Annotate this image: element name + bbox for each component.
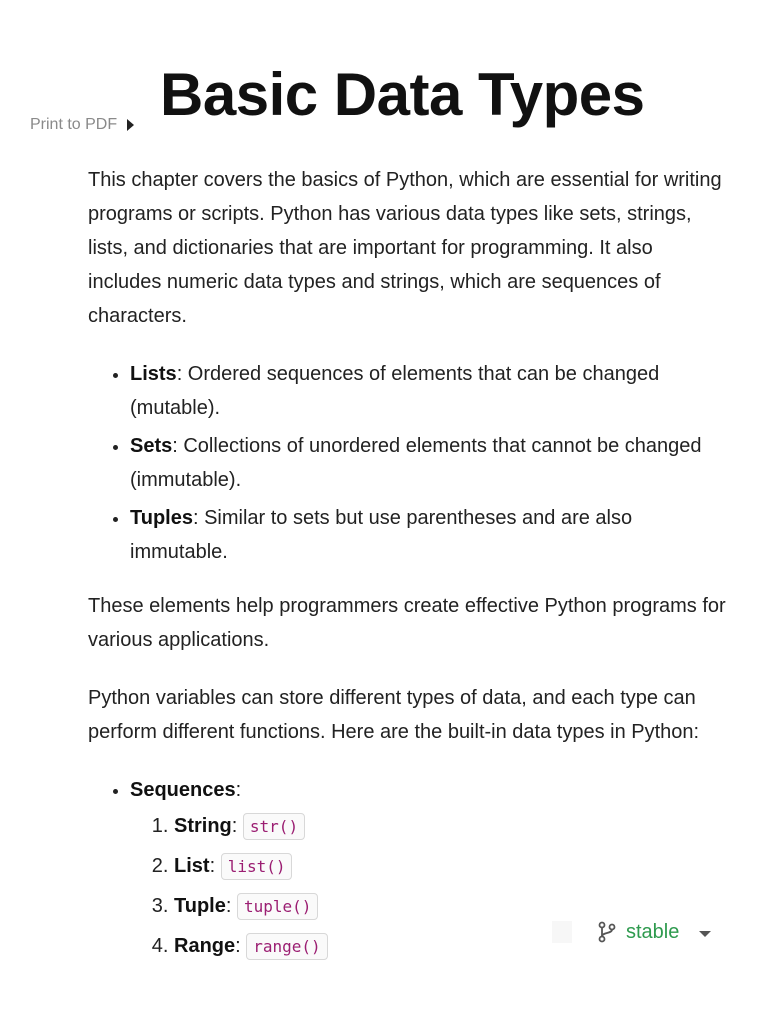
term-sets: Sets <box>130 435 173 457</box>
collection-types-list <box>88 357 728 569</box>
paragraph: Python variables can store different types of data, and each type can perform different functions. Here are the built-in data types in Python: <box>88 687 700 743</box>
inline-code: str() <box>243 813 305 840</box>
separator: : <box>231 815 243 837</box>
list-item <box>130 501 728 569</box>
separator: : <box>235 935 247 957</box>
colon: : <box>235 779 242 801</box>
inline-code: range() <box>246 933 327 960</box>
expand-triangle-icon <box>127 119 134 131</box>
term-description: : Ordered sequences of elements that can be changed (mutable). <box>130 363 660 419</box>
type-name: Range <box>174 935 236 957</box>
inline-code: list() <box>221 853 293 880</box>
list-item <box>174 849 728 884</box>
paragraph: These elements help programmers create effective Python programs for various applications. <box>88 595 726 651</box>
print-to-pdf-toggle[interactable] <box>30 116 134 134</box>
type-name: List <box>174 855 210 877</box>
chevron-down-icon[interactable] <box>699 931 711 937</box>
version-switcher[interactable] <box>552 916 732 948</box>
term-lists: Lists <box>130 363 177 385</box>
separator: : <box>209 855 221 877</box>
intro-paragraph: This chapter covers the basics of Python, which are essential for writing programs or scripts. Python has various data types like sets, strings, lists, and dictionaries that are important for programming. It also includes numeric data types and strings, which are sequences of characters. <box>88 169 722 327</box>
version-label: stable <box>626 920 680 943</box>
article-body <box>88 163 728 984</box>
type-name: String <box>174 815 232 837</box>
page-title: Basic Data Types <box>160 61 645 128</box>
term-tuples: Tuples <box>130 507 193 529</box>
list-item <box>174 809 728 844</box>
list-item <box>130 429 728 497</box>
inline-code: tuple() <box>237 893 318 920</box>
version-placeholder <box>552 921 572 943</box>
git-branch-icon <box>596 921 618 943</box>
term-description: : Similar to sets but use parentheses and are also immutable. <box>130 507 633 563</box>
type-name: Tuple <box>174 895 226 917</box>
term-description: : Collections of unordered elements that cannot be changed (immutable). <box>130 435 702 491</box>
separator: : <box>225 895 237 917</box>
list-item <box>130 357 728 425</box>
sequences-heading: Sequences <box>130 779 236 801</box>
print-to-pdf-label: Print to PDF <box>30 116 118 133</box>
